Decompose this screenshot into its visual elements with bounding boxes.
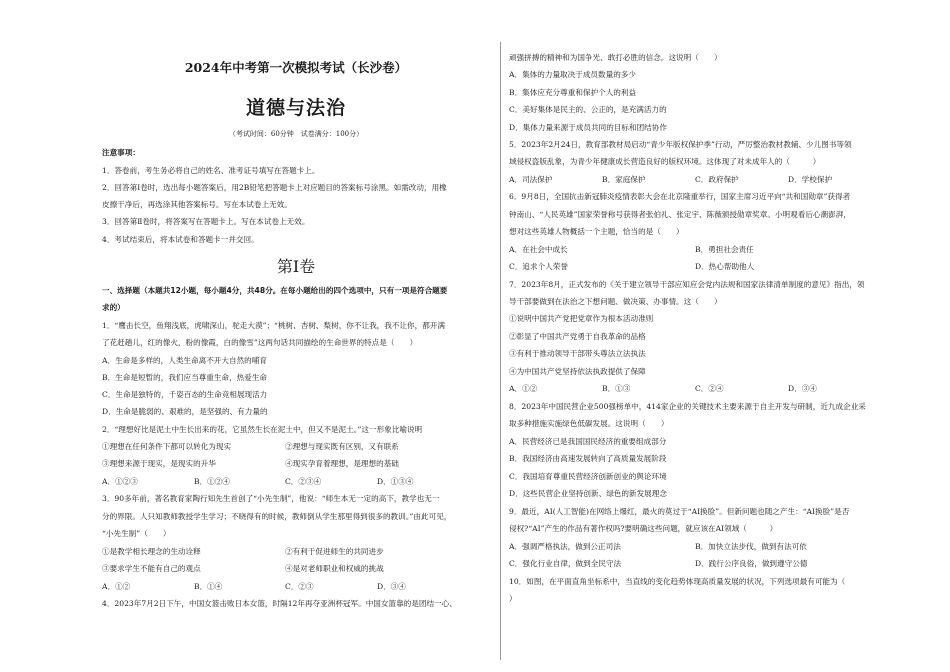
question-4-text: 顽强拼搏的精神和为国争光、敢打必胜的信念。这说明（ ） <box>509 53 722 62</box>
question-1-option: B．生命是短暂的，我们应当尊重生命，热爱生命 <box>102 373 268 382</box>
question-6-text: 钟南山、“人民英雄”国家荣誉称号获得者张伯礼、张定宇、陈薇颁授勋章奖章。小明观看后心潮澎湃， <box>509 210 851 219</box>
question-7-text: 导干部要做到在法治之下想问题、做决策、办事情。这（ ） <box>509 297 722 306</box>
question-4-text: 4．2023年7月2日下午，中国女篮击败日本女篮，时隔12年再夺亚洲杯冠军。中国女篮靠的是团结一心、 <box>102 599 457 608</box>
question-1-text: 了花赶趟儿，红的像火，粉的像霞，白的像雪”这两句话共同描绘的生命世界的特点是（ ） <box>102 338 418 347</box>
question-7-option: A．①② <box>509 384 538 393</box>
question-1-text: 1．“鹰击长空，鱼翔浅底，虎啸深山，驼走大漠”；“桃树、杏树、梨树，你不让我，我不让你，都开满 <box>102 321 446 330</box>
notes-heading: 注意事项： <box>102 148 140 157</box>
exam-meta: （考试时间：60分钟 试卷满分：100分） <box>228 130 364 138</box>
question-2-option: C．②③④ <box>285 477 322 486</box>
question-4-option: C．美好集体是民主的、公正的，是充满活力的 <box>509 105 667 114</box>
note-item: 皮擦干净后，再选涂其他答案标号。写在本试卷上无效。 <box>102 200 292 209</box>
question-2-option: D．①③④ <box>377 477 414 486</box>
note-item: 4．考试结束后，将本试卷和答题卡一并交回。 <box>102 235 259 244</box>
question-3-text: 3．90多年前，著名教育家陶行知先生首创了“小先生制”，他说：“师生本无一定的高下，教学也无一 <box>102 494 440 503</box>
question-6-option: D．热心帮助他人 <box>695 262 755 271</box>
question-3-option: D．③④ <box>377 582 406 591</box>
question-3-option: A．①② <box>102 582 131 591</box>
question-9-option: B．加快立法步伐，做到有法可依 <box>695 542 807 551</box>
question-8-option: D．这些民营企业坚持创新、绿色的新发展理念 <box>509 489 667 498</box>
note-item: 2．回答第Ⅰ卷时，选出每小题答案后，用2B铅笔把答题卡上对应题目的答案标号涂黑。如需改动，用橡 <box>102 183 447 192</box>
question-2-option: A．①②③ <box>102 477 138 486</box>
question-7-option: C．②④ <box>695 384 724 393</box>
question-2-option: B．①②④ <box>194 477 230 486</box>
question-3-item: ③要求学生不能有自己的观点 <box>102 564 201 573</box>
subject-title: 道德与法治 <box>245 97 346 119</box>
question-2-item: ②理想与现实既有区别，又有联系 <box>285 442 399 451</box>
question-8-option: A．民营经济已是我国国民经济的重要组成部分 <box>509 437 667 446</box>
section-heading: 第Ⅰ卷 <box>276 257 316 276</box>
question-1-option: D．生命是脆弱的、艰难的，是坚强的、有力量的 <box>102 407 268 416</box>
question-10-text: ） <box>509 594 517 603</box>
question-9-option: C．强化行业自律，做到全民守法 <box>509 559 622 568</box>
section-instruction: 求的） <box>102 303 125 312</box>
note-item: 3．回答第Ⅱ卷时，将答案写在答题卡上。写在本试卷上无效。 <box>102 217 310 226</box>
question-5-option: A．司法保护 <box>509 175 553 184</box>
question-6-option: C．追求个人荣誉 <box>509 262 568 271</box>
question-7-text: 7．2023年8月，正式发布的《关于建立领导干部应知应会党内法规和国家法律清单制度的意见》指出，领 <box>509 280 865 289</box>
question-6-text: 6．9月8日，全国抗击新冠肺炎疫情表彰大会在北京隆重举行，国家主席习近平向“共和国勋章”获得者 <box>509 192 851 201</box>
question-5-text: 域侵权盗版乱象，为青少年健康成长营造良好的版权环境。这体现了对未成年人的（ ） <box>509 157 821 166</box>
question-4-option: D．集体力量来源于成员共同的目标和团结协作 <box>509 123 667 132</box>
question-1-option: C．生命是独特的，千姿百态的生命竞相展现活力 <box>102 390 268 399</box>
question-3-item: ④是对老师职业和权威的挑战 <box>285 564 384 573</box>
question-9-option: A．强调严格执法，做到公正司法 <box>509 542 621 551</box>
question-3-option: C．②③ <box>285 582 314 591</box>
section-instruction: 一、选择题（本题共12小题，每小题4分，共48分。在每小题给出的四个选项中，只有一项是符合题要 <box>102 286 448 295</box>
question-5-option: D．学校保护 <box>788 175 833 184</box>
question-3-text: “小先生制”（ ） <box>102 529 171 538</box>
question-7-item: ④为中国共产党坚持依法执政提供了保障 <box>509 367 646 376</box>
column-divider <box>500 42 501 660</box>
question-4-option: B．集体应充分尊重和保护个人的利益 <box>509 88 637 97</box>
question-3-item: ②有利于促进师生的共同进步 <box>285 547 384 556</box>
question-8-option: B．我国经济由高速发展转向了高质量发展阶段 <box>509 454 667 463</box>
note-item: 1．答卷前，考生务必将自己的姓名、准考证号填写在答题卡上。 <box>102 166 320 175</box>
question-8-text: 8．2023年中国民营企业500强榜单中，414家企业的关键技术主要来源于自主开发与研制，近九成企业采 <box>509 402 866 411</box>
question-10-text: 10．如图，在平面直角坐标系中，当直线的变化趋势体现高质量发展的状况，下列选项最有可能为（ <box>509 577 846 586</box>
question-9-text: 9．最近，AI(人工智能)在网络上爆红，最火的莫过于“AI换脸”。但新问题也随之产生：“AI换脸”是否 <box>509 507 850 516</box>
question-9-option: D．践行公序良俗，做到遵守公德 <box>695 559 808 568</box>
question-7-option: B．①③ <box>602 384 631 393</box>
question-9-text: 侵权?“AI”产生的作品有著作权吗?要明确这些问题，就应该在AI领域（ ） <box>509 524 778 533</box>
question-2-item: ①理想在任何条件下都可以转化为现实 <box>102 442 232 451</box>
exam-title: 2024年中考第一次模拟考试（长沙卷） <box>184 60 408 75</box>
question-6-option: B．勇担社会责任 <box>695 245 754 254</box>
question-1-option: A．生命是多样的，人类生命离不开大自然的哺育 <box>102 356 267 365</box>
question-6-option: A．在社会中成长 <box>509 245 568 254</box>
question-4-option: A．集体的力量取决于成员数量的多少 <box>509 70 636 79</box>
question-7-item: ②彰显了中国共产党勇于自我革命的品格 <box>509 332 646 341</box>
question-3-text: 分的界限。人只知教师教授学生学习；不晓得有的时候，教师倒从学生那里得到很多的教训。”由此可见， <box>102 512 452 521</box>
question-5-text: 5．2023年2月24日，教育部教材局启动“青少年版权保护季”行动，严厉整治教材教辅、少儿图书等领 <box>509 140 852 149</box>
question-8-text: 取多种措施实施绿色低碳发展。这说明（ ） <box>509 419 669 428</box>
question-5-option: B．家庭保护 <box>602 175 646 184</box>
question-8-option: C．我国培育尊重民营经济创新创业的舆论环境 <box>509 472 667 481</box>
question-7-option: D．③④ <box>788 384 817 393</box>
question-2-text: 2．“理想好比是泥土中生长出来的花，它虽然生长在泥土中，但又不是泥土。”这一形象比喻说明 <box>102 425 423 434</box>
question-3-item: ①是教学相长理念的生动诠释 <box>102 547 201 556</box>
question-6-text: 想对这些英雄人物概括一个主题，恰当的是（ ） <box>509 227 684 236</box>
question-2-item: ④现实孕育着理想，是理想的基础 <box>285 459 399 468</box>
question-3-option: B．①④ <box>194 582 223 591</box>
question-7-item: ①说明中国共产党把党章作为根本活动准则 <box>509 314 654 323</box>
question-5-option: C．政府保护 <box>695 175 739 184</box>
question-2-item: ③理想来源于现实，是现实的升华 <box>102 459 216 468</box>
question-7-item: ③有利于推动领导干部带头尊法立法执法 <box>509 349 646 358</box>
